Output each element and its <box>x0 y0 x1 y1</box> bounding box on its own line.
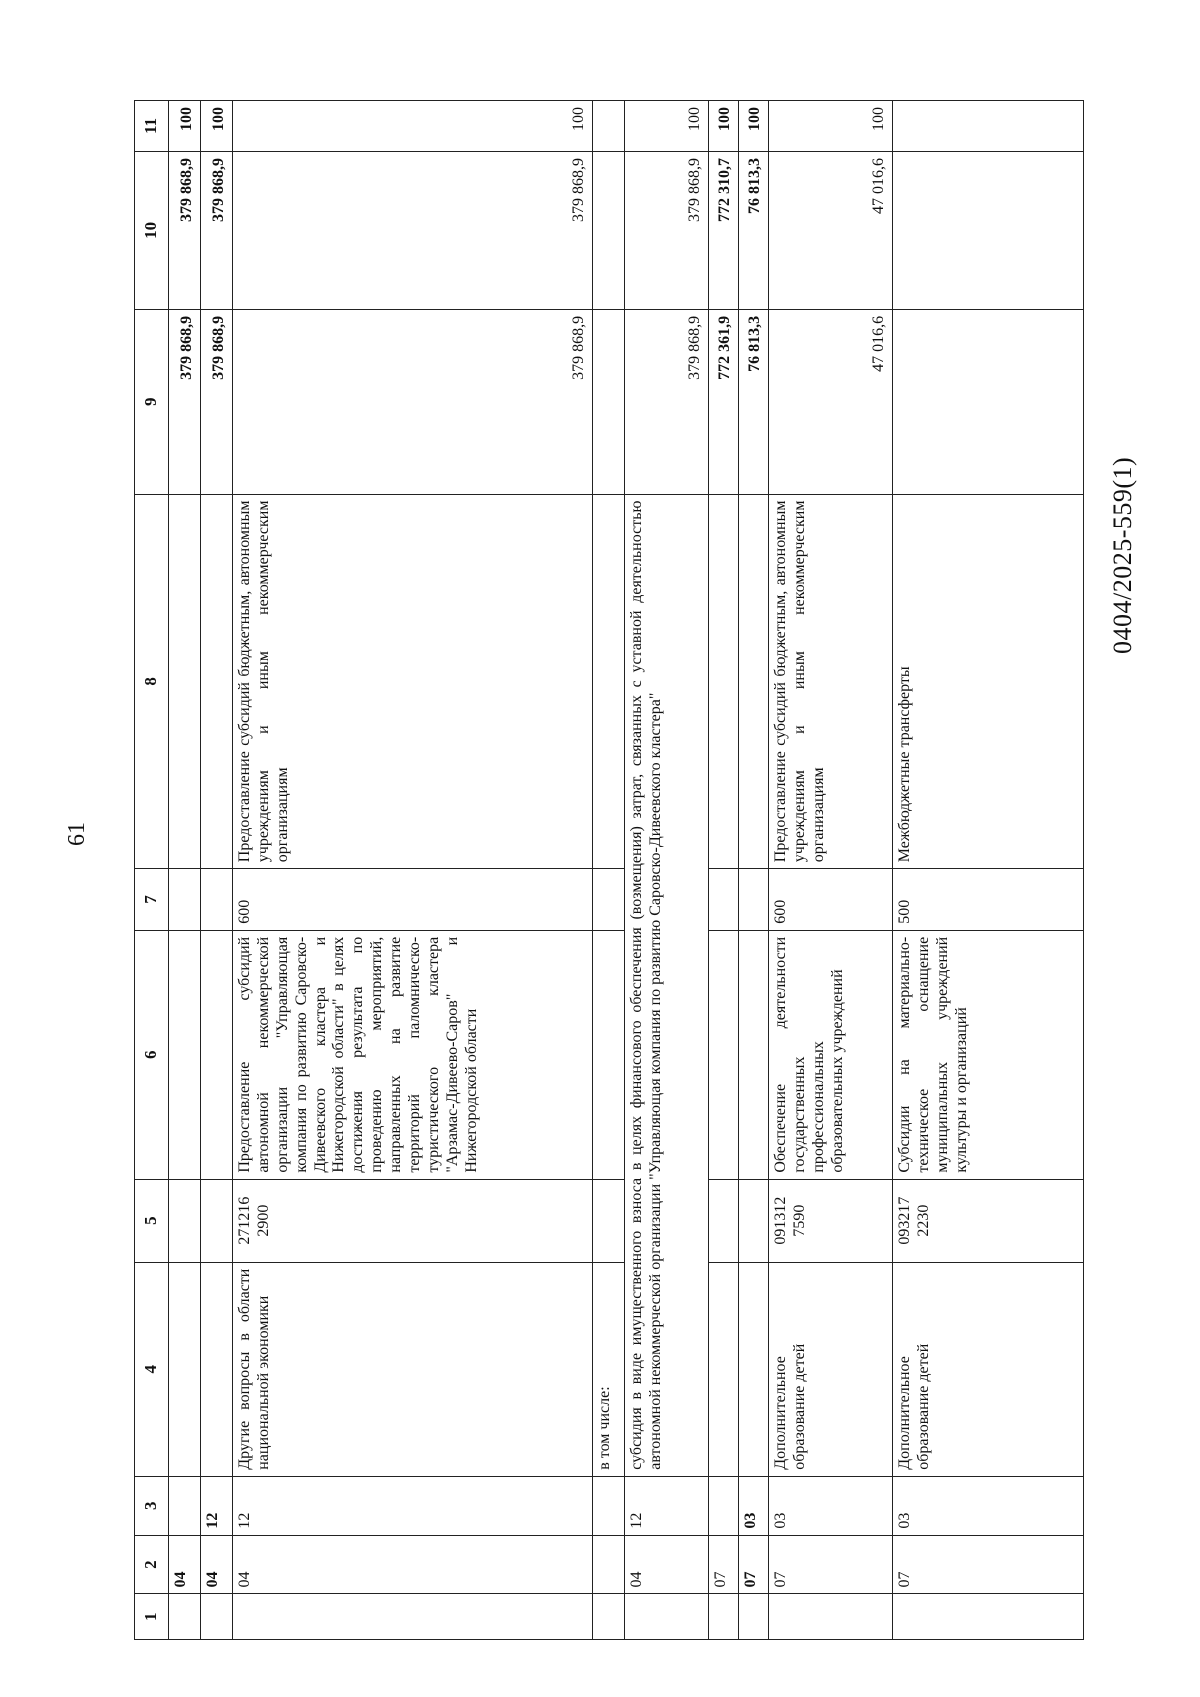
table-row <box>769 101 893 1640</box>
cell-planned: 47 016,6 <box>769 309 893 494</box>
table-row <box>593 101 625 1640</box>
table-row <box>201 101 233 1640</box>
cell-planned: 379 868,9 <box>201 309 233 494</box>
cell-planned: 772 361,9 <box>709 309 739 494</box>
table-row <box>893 101 1084 1640</box>
cell-subsection: 03 <box>769 1476 893 1535</box>
table-row <box>625 101 709 1640</box>
table-row <box>169 101 201 1640</box>
cell-expense-name: Предоставление субсидий бюджетным, автономным учреждениям и иным некоммерческим организациям <box>769 494 893 869</box>
cell-actual: 379 868,9 <box>233 151 593 309</box>
cell-section-name: Дополнительное образование детей <box>893 1262 1084 1476</box>
cell-actual: 379 868,9 <box>201 151 233 309</box>
cell-target-name: Субсидии на материально-техническое оснащение муниципальных учреждений культуры и организаций <box>893 930 1084 1179</box>
cell-actual: 379 868,9 <box>625 151 709 309</box>
cell-actual: 379 868,9 <box>169 151 201 309</box>
cell-section: 07 <box>739 1535 769 1594</box>
cell-section: 07 <box>893 1535 1084 1594</box>
document-code: 0404/2025-559(1) <box>1108 456 1137 654</box>
cell-section: 07 <box>769 1535 893 1594</box>
cell-section: 04 <box>233 1535 593 1594</box>
header-cell: 9 <box>135 309 169 494</box>
header-cell: 10 <box>135 151 169 309</box>
cell-planned: 76 813,3 <box>739 309 769 494</box>
cell-subsidy-description: субсидия в виде имущественного взноса в целях финансового обеспечения (возмещения) затрат, связанных с уставной деятельностью автономной некоммерческой организации "Управляющая компания по развитию Саровско-Дивеевского кластера" <box>625 494 709 1476</box>
header-cell: 7 <box>135 869 169 931</box>
cell-percent: 100 <box>625 101 709 152</box>
cell-section: 04 <box>169 1535 201 1594</box>
table-row <box>709 101 739 1640</box>
cell-actual: 76 813,3 <box>739 151 769 309</box>
cell-including-label: в том числе: <box>593 1262 625 1476</box>
table-row <box>233 101 593 1640</box>
cell-expense-type: 500 <box>893 869 1084 931</box>
header-cell: 2 <box>135 1535 169 1594</box>
cell-planned: 379 868,9 <box>625 309 709 494</box>
header-cell: 4 <box>135 1262 169 1476</box>
header-cell: 11 <box>135 101 169 152</box>
cell-actual: 772 310,7 <box>709 151 739 309</box>
cell-expense-name: Межбюджетные трансферты <box>893 494 1084 869</box>
cell-section: 07 <box>709 1535 739 1594</box>
cell-percent: 100 <box>201 101 233 152</box>
cell-percent: 100 <box>769 101 893 152</box>
cell-subsection: 03 <box>739 1476 769 1535</box>
cell-section-name: Дополнительное образование детей <box>769 1262 893 1476</box>
header-cell: 8 <box>135 494 169 869</box>
cell-actual: 47 016,6 <box>769 151 893 309</box>
cell-section-name: Другие вопросы в области национальной экономики <box>233 1262 593 1476</box>
table-row <box>739 101 769 1640</box>
cell-subsection: 12 <box>201 1476 233 1535</box>
cell-percent: 100 <box>233 101 593 152</box>
cell-target-code: 271216 2900 <box>233 1179 593 1262</box>
cell-target-name: Предоставление субсидий автономной некоммерческой организации "Управляющая компания по развитию Саровско-Дивеевского кластера и Нижегородской области" в целях достижения результата по проведению мероприятий, направленных на развитие территорий паломническо-туристического кластера "Арзамас-Дивеево-Саров" и Нижегородской области <box>233 930 593 1179</box>
cell-subsection: 12 <box>233 1476 593 1535</box>
header-cell: 1 <box>135 1594 169 1640</box>
cell-target-name: Обеспечение деятельности государственных профессиональных образовательных учреждений <box>769 930 893 1179</box>
cell-subsection: 12 <box>625 1476 709 1535</box>
rotated-table-container <box>134 100 1084 1640</box>
header-cell: 6 <box>135 930 169 1179</box>
budget-table <box>134 100 1084 1640</box>
cell-expense-type: 600 <box>769 869 893 931</box>
cell-section: 04 <box>201 1535 233 1594</box>
cell-percent: 100 <box>169 101 201 152</box>
cell-target-code: 093217 2230 <box>893 1179 1084 1262</box>
cell-target-code: 091312 7590 <box>769 1179 893 1262</box>
cell-percent: 100 <box>709 101 739 152</box>
cell-expense-name: Предоставление субсидий бюджетным, автономным учреждениям и иным некоммерческим организациям <box>233 494 593 869</box>
header-cell: 3 <box>135 1476 169 1535</box>
cell-planned: 379 868,9 <box>233 309 593 494</box>
page-number: 61 <box>64 822 90 846</box>
cell-planned: 379 868,9 <box>169 309 201 494</box>
header-cell: 5 <box>135 1179 169 1262</box>
cell-section: 04 <box>625 1535 709 1594</box>
cell-subsection: 03 <box>893 1476 1084 1535</box>
header-row <box>135 101 169 1640</box>
cell-expense-type: 600 <box>233 869 593 931</box>
cell-percent: 100 <box>739 101 769 152</box>
